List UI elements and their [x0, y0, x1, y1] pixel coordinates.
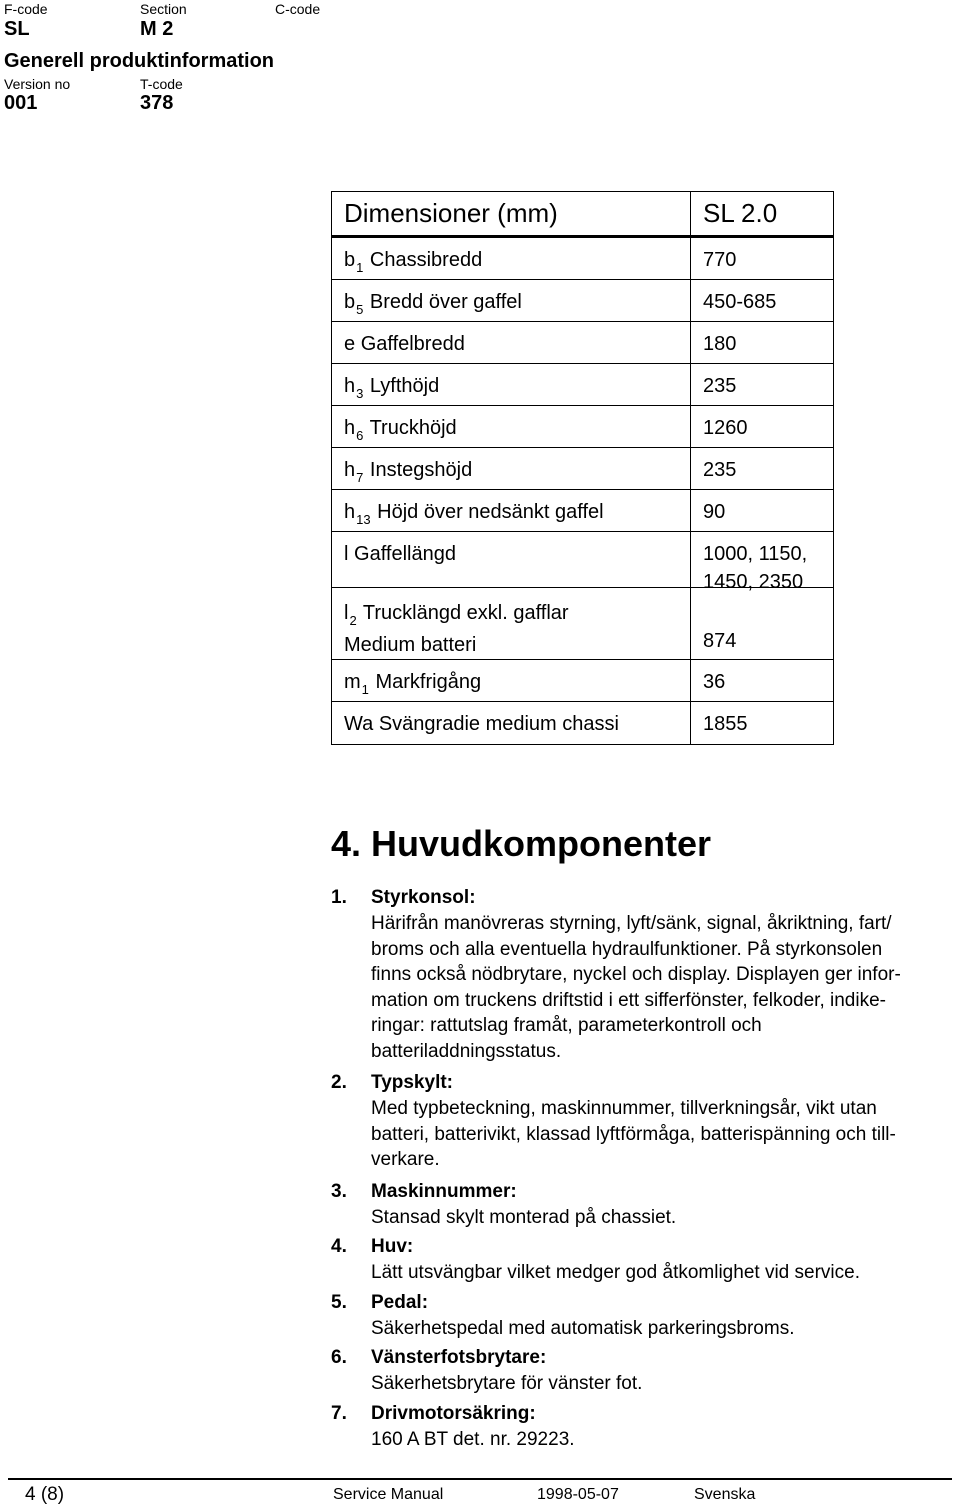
dim-value: 180	[703, 333, 737, 355]
table-row	[332, 448, 833, 490]
dim-subscript: 2	[349, 613, 357, 628]
fcode-label: F-code	[4, 1, 48, 17]
dim-label: Gaffellängd	[354, 543, 456, 565]
list-item	[331, 1401, 956, 1453]
table-row	[332, 280, 833, 322]
section-label: Section	[140, 1, 187, 17]
dim-symbol: h	[344, 501, 356, 523]
dim-label: Markfrigång	[375, 671, 482, 693]
item-title: Huv:	[371, 1236, 414, 1257]
item-text-line: Med typbeteckning, maskinnummer, tillverkningsår, vikt utan	[371, 1098, 877, 1119]
item-number: 2.	[331, 1072, 347, 1093]
dim-label: Höjd över nedsänkt gaffel	[377, 501, 604, 523]
dim-subscript: 3	[356, 386, 364, 401]
item-text-line: Stansad skylt monterad på chassiet.	[371, 1206, 677, 1228]
dimensions-table	[331, 191, 834, 745]
footer-manual: Service Manual	[333, 1486, 444, 1503]
item-title: Styrkonsol:	[371, 887, 476, 908]
section-value: M 2	[140, 18, 174, 40]
item-title: Vänsterfotsbrytare:	[371, 1347, 547, 1368]
dim-symbol: m	[344, 671, 361, 693]
version-value: 001	[4, 92, 38, 114]
dim-label: Lyfthöjd	[369, 375, 440, 397]
version-label: Version no	[4, 76, 71, 92]
component-list	[331, 885, 956, 1452]
table-row	[332, 660, 833, 702]
item-text-line: ringar: rattutslag framåt, parameterkontroll och	[371, 1015, 762, 1036]
dim-label: Trucklängd exkl. gafflar	[362, 602, 569, 624]
dim-subscript: 6	[356, 428, 364, 443]
dimensions-table-header	[332, 192, 833, 238]
list-item	[331, 1290, 956, 1342]
document-title: Generell produktinformation	[4, 50, 275, 72]
item-text-line: Härifrån manövreras styrning, lyft/sänk, signal, åkriktning, fart/	[371, 913, 892, 934]
tcode-value: 378	[140, 92, 174, 114]
table-row	[332, 702, 833, 744]
item-text-line: verkare.	[371, 1149, 440, 1170]
dim-symbol: b	[344, 291, 356, 313]
list-item	[331, 885, 956, 1064]
table-row	[332, 490, 833, 532]
dim-symbol: l	[344, 602, 349, 624]
dim-value: 770	[703, 249, 737, 271]
dim-value: 235	[703, 375, 737, 397]
dimensions-header-left: Dimensioner (mm)	[332, 192, 691, 235]
dim-value: 235	[703, 459, 737, 481]
dim-value: 1260	[703, 417, 748, 439]
dim-symbol: h	[344, 417, 356, 439]
dim-label: Truckhöjd	[369, 417, 457, 439]
item-text-line: batteri, batterivikt, klassad lyftförmåga, batterispänning och till-	[371, 1123, 896, 1145]
item-number: 3.	[331, 1180, 347, 1202]
list-item	[331, 1345, 956, 1397]
table-row	[332, 588, 833, 660]
table-row	[332, 322, 833, 364]
dim-subscript: 7	[356, 470, 364, 485]
dim-value: 874	[703, 630, 737, 652]
dim-label: Chassibredd	[369, 249, 483, 271]
dim-label: Gaffelbredd	[360, 333, 465, 355]
dim-symbol: l	[344, 543, 349, 565]
item-text-line: Lätt utsvängbar vilket medger god åtkomlighet vid service.	[371, 1262, 860, 1283]
dim-symbol: h	[344, 375, 356, 397]
section-title: 4. Huvudkomponenter	[331, 823, 712, 864]
dim-label: Instegshöjd	[369, 459, 473, 481]
table-row	[332, 406, 833, 448]
dim-value: 1000, 1150,	[703, 543, 808, 565]
ccode-label: C-code	[275, 1, 321, 17]
dim-symbol: Wa	[344, 713, 374, 735]
page-number: 4 (8)	[25, 1484, 65, 1505]
dim-subscript: 1	[361, 682, 369, 697]
dim-value: 90	[703, 501, 726, 523]
item-number: 1.	[331, 887, 347, 908]
item-text-line: 160 A BT det. nr. 29223.	[371, 1428, 575, 1450]
tcode-label: T-code	[140, 76, 183, 92]
footer-divider	[8, 1478, 952, 1480]
item-text-line: mation om truckens driftstid i ett sifferfönster, felkoder, indike-	[371, 989, 886, 1011]
item-number: 4.	[331, 1236, 347, 1257]
dim-symbol: h	[344, 459, 356, 481]
dimensions-header-right: SL 2.0	[703, 198, 778, 228]
item-text-line: Säkerhetsbrytare för vänster fot.	[371, 1373, 643, 1394]
item-title: Typskylt:	[371, 1072, 454, 1093]
dim-value: 36	[703, 671, 726, 693]
table-row	[332, 532, 833, 593]
item-number: 5.	[331, 1291, 347, 1313]
fcode-value: SL	[4, 18, 30, 40]
item-text-line: finns också nödbrytare, nyckel och display. Displayen ger infor-	[371, 964, 901, 985]
table-row	[332, 238, 833, 280]
item-text-line: batteriladdningsstatus.	[371, 1040, 562, 1062]
dim-label: Bredd över gaffel	[369, 291, 522, 313]
item-text-line: Säkerhetspedal med automatisk parkeringsbroms.	[371, 1317, 795, 1339]
item-title: Drivmotorsäkring:	[371, 1402, 536, 1424]
item-title: Maskinnummer:	[371, 1180, 517, 1202]
dim-value: 450-685	[703, 291, 777, 313]
dim-subscript: 1	[356, 260, 364, 275]
dim-subscript: 13	[356, 512, 371, 527]
dim-symbol: e	[344, 333, 356, 355]
footer-language: Svenska	[694, 1486, 756, 1503]
dim-label: Svängradie medium chassi	[378, 713, 619, 735]
item-text-line: broms och alla eventuella hydraulfunktioner. På styrkonsolen	[371, 938, 883, 960]
dim-symbol: b	[344, 249, 356, 271]
item-number: 6.	[331, 1347, 347, 1368]
dim-subscript: 5	[356, 302, 364, 317]
list-item	[331, 1070, 956, 1173]
table-row	[332, 364, 833, 406]
dim-value-line2: 1450, 2350	[703, 571, 804, 593]
list-item	[331, 1234, 956, 1286]
dim-value: 1855	[703, 713, 748, 735]
item-title: Pedal:	[371, 1291, 429, 1313]
dim-label-line2: Medium batteri	[344, 634, 477, 656]
list-item	[331, 1179, 956, 1231]
footer-date: 1998-05-07	[537, 1486, 619, 1503]
item-number: 7.	[331, 1402, 347, 1424]
